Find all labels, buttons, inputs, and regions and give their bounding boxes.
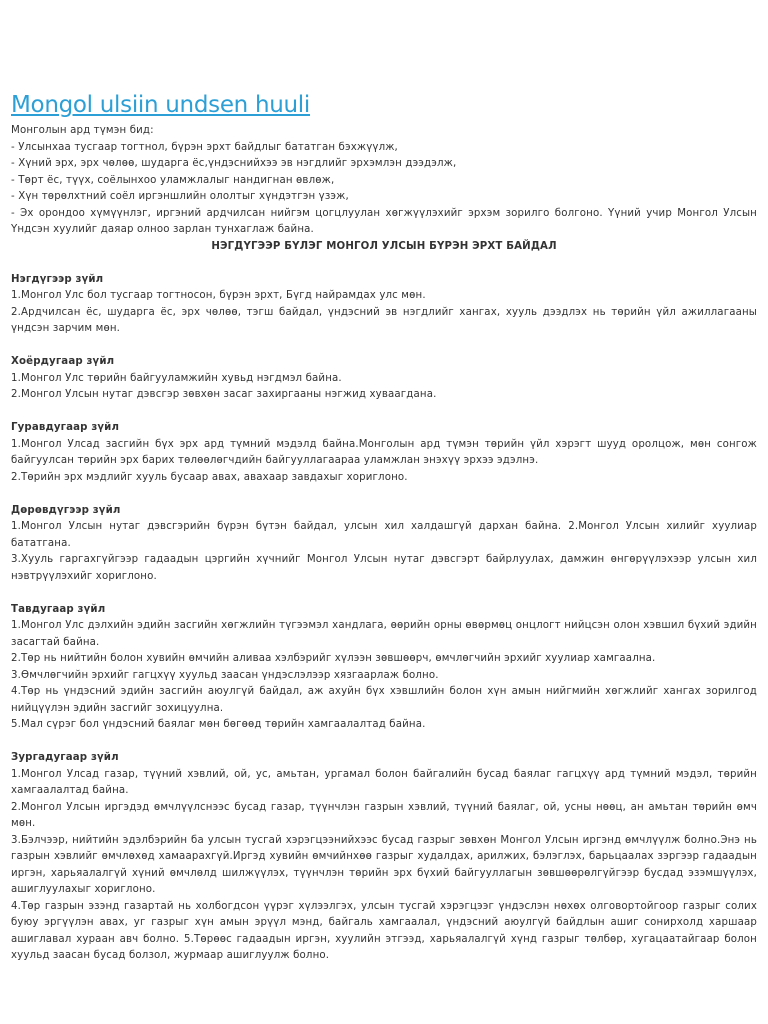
- article-2: [11, 354, 757, 404]
- document-title-link[interactable]: Mongol ulsiin undsen huuli: [11, 92, 310, 118]
- preamble-line: - Хүний эрх, эрх чөлөө, шударга ёс,үндэснийхээ эв нэгдлийг эрхэмлэн дээдэлж,: [11, 158, 457, 169]
- article-paragraph: 2.Монгол Улсын иргэдэд өмчлүүлснээс бусад газар, түүнчлэн газрын хэвлий, түүний баялаг, ой, усны нөөц, ан амьтан төрийн өмч мөн.: [11, 801, 757, 829]
- article-paragraph: 4.Төр нь үндэсний эдийн засгийн аюулгүй байдал, аж ахуйн бүх хэвшлийн болон хүн амын нийгмийн хөгжлийг хангах зорилгод нийцүүлэн эдийн засгийг зохицуулна.: [11, 686, 757, 714]
- article-title: Нэгдүгээр зүйл: [11, 273, 104, 285]
- article-title: Тавдугаар зүйл: [11, 603, 106, 615]
- article-title: Дөрөвдүгээр зүйл: [11, 504, 121, 516]
- article-paragraph: 5.Мал сүрэг бол үндэсний баялаг мөн бөгөөд төрийн хамгаалалтад байна.: [11, 719, 426, 730]
- article-1: [11, 272, 757, 338]
- article-5: [11, 602, 757, 734]
- article-4: [11, 503, 757, 586]
- article-paragraph: 2.Төр нь нийтийн болон хувийн өмчийн аливаа хэлбэрийг хүлээн зөвшөөрч, өмчлөгчийн эрхийг хуулиар хамгаална.: [11, 653, 656, 664]
- article-paragraph: 2.Монгол Улсын нутаг дэвсгэр зөвхөн засаг захиргааны нэгжид хуваагдана.: [11, 389, 437, 400]
- article-title: Хоёрдугаар зүйл: [11, 356, 115, 367]
- chapter-heading: НЭГДҮГЭЭР БҮЛЭГ МОНГОЛ УЛСЫН БҮРЭН ЭРХТ БАЙДАЛ: [211, 240, 557, 252]
- article-paragraph: 1.Монгол Улс төрийн байгууламжийн хувьд нэгдмэл байна.: [11, 372, 342, 384]
- article-paragraph: 3.Бэлчээр, нийтийн эдэлбэрийн ба улсын тусгай хэрэгцээнийхээс бусад газрыг зөвхөн Монгол Улсын иргэнд өмчлүүлж болно.Энэ нь газрын хэвлийг өмчлөхөд хамаарахгүй.Иргэд хувийн өмчийнхөө газрыг худалдах, арилжих, бэлэглэх, барьцаалах зэргээр гадаадын иргэн, харьяалалгүй хүний өмчлөлд шилжүүлэх, түүнчлэн төрийн эрх бүхий байгууллагын зөвшөөрөлгүйгээр бусдад эзэмшүүлэх, ашиглуулахыг хориглоно.: [11, 834, 757, 895]
- preamble-line: - Хүн төрөлхтний соёл иргэншлийн ололтыг хүндэтгэн үзэж,: [11, 191, 349, 202]
- article-paragraph: 1.Монгол Улсад газар, түүний хэвлий, ой, ус, амьтан, ургамал болон байгалийн бусад баялаг гагцхүү ард түмний мэдэл, төрийн хамгаалалтад байна.: [11, 768, 757, 796]
- preamble-line: - Төрт ёс, түүх, соёлынхоо уламжлалыг нандигнан өвлөж,: [11, 174, 335, 186]
- article-paragraph: 4.Төр газрын эзэнд газартай нь холбогдсон үүрэг хүлээлгэх, улсын тусгай хэрэгцээг үндэслэн нөхөх олговортойгоор газрыг солих буюу эргүүлэн авах, уг газрыг хүн амын эрүүл мэнд, байгаль хамгаалал, үндэсний аюулгүй байдлын ашиг сонирхолд харшаар ашиглавал хураан авч болно. 5.Төрөөс гадаадын иргэн, хуулийн этгээд, харьяалалгүй хүнд газрыг төлбөр, хугацаатайгаар болон хуульд заасан бусад болзол, журмаар ашиглуулж болно.: [11, 900, 757, 961]
- article-title: Зургадугаар зүйл: [11, 752, 119, 763]
- preamble-line: - Эх орондоо хүмүүнлэг, иргэний ардчилсан нийгэм цогцлуулан хөгжүүлэхийг эрхэм зорилго болгоно. Үүний учир Монгол Улсын Үндсэн хуулийг даяар олноо зарлан тунхаглаж байна.: [11, 207, 757, 235]
- article-paragraph: 3.Өмчлөгчийн эрхийг гагцхүү хуульд заасан үндэслэлээр хязгаарлаж болно.: [11, 669, 439, 681]
- article-paragraph: 1.Монгол Улс бол тусгаар тогтносон, бүрэн эрхт, Бүгд найрамдах улс мөн.: [11, 290, 426, 301]
- article-paragraph: 1.Монгол Улсын нутаг дэвсгэрийн бүрэн бүтэн байдал, улсын хил халдашгүй дархан байна. 2.Монгол Улсын хилийг хуулиар бататгана.: [11, 521, 757, 549]
- article-3: [11, 420, 757, 486]
- article-paragraph: 2.Ардчилсан ёс, шударга ёс, эрх чөлөө, тэгш байдал, үндэсний эв нэгдлийг хангах, хууль дээдлэх нь төрийн үйл ажиллагааны үндсэн зарчим мөн.: [11, 306, 757, 334]
- article-paragraph: 1.Монгол Улсад засгийн бүх эрх ард түмний мэдэлд байна.Монголын ард түмэн төрийн үйл хэрэгт шууд оролцож, мөн сонгож байгуулсан төрийн эрх барих төлөөлөгчдийн байгууллагаараа уламжлан энэхүү эрхээ эдэлнэ.: [11, 438, 757, 466]
- article-paragraph: 3.Хууль гаргахгүйгээр гадаадын цэргийн хүчнийг Монгол Улсын нутаг дэвсгэрт байрлуулах, дамжин өнгөрүүлэхээр улсын хил нэвтрүүлэхийг хориглоно.: [11, 554, 757, 582]
- document-body: [11, 123, 757, 965]
- document-page: [11, 90, 757, 965]
- article-6: [11, 750, 757, 965]
- preamble: [11, 123, 757, 239]
- article-paragraph: 1.Монгол Улс дэлхийн эдийн засгийн хөгжлийн түгээмэл хандлага, өөрийн орны өвөрмөц онцлогт нийцсэн олон хэвшил бүхий эдийн засагтай байна.: [11, 620, 757, 648]
- article-title: Гуравдугаар зүйл: [11, 422, 120, 433]
- preamble-line: Монголын ард түмэн бид:: [11, 125, 154, 136]
- article-paragraph: 2.Төрийн эрх мэдлийг хууль бусаар авах, авахаар завдахыг хориглоно.: [11, 471, 408, 483]
- preamble-line: - Улсынхаа тусгаар тогтнол, бүрэн эрхт байдлыг бататган бэхжүүлж,: [11, 141, 398, 153]
